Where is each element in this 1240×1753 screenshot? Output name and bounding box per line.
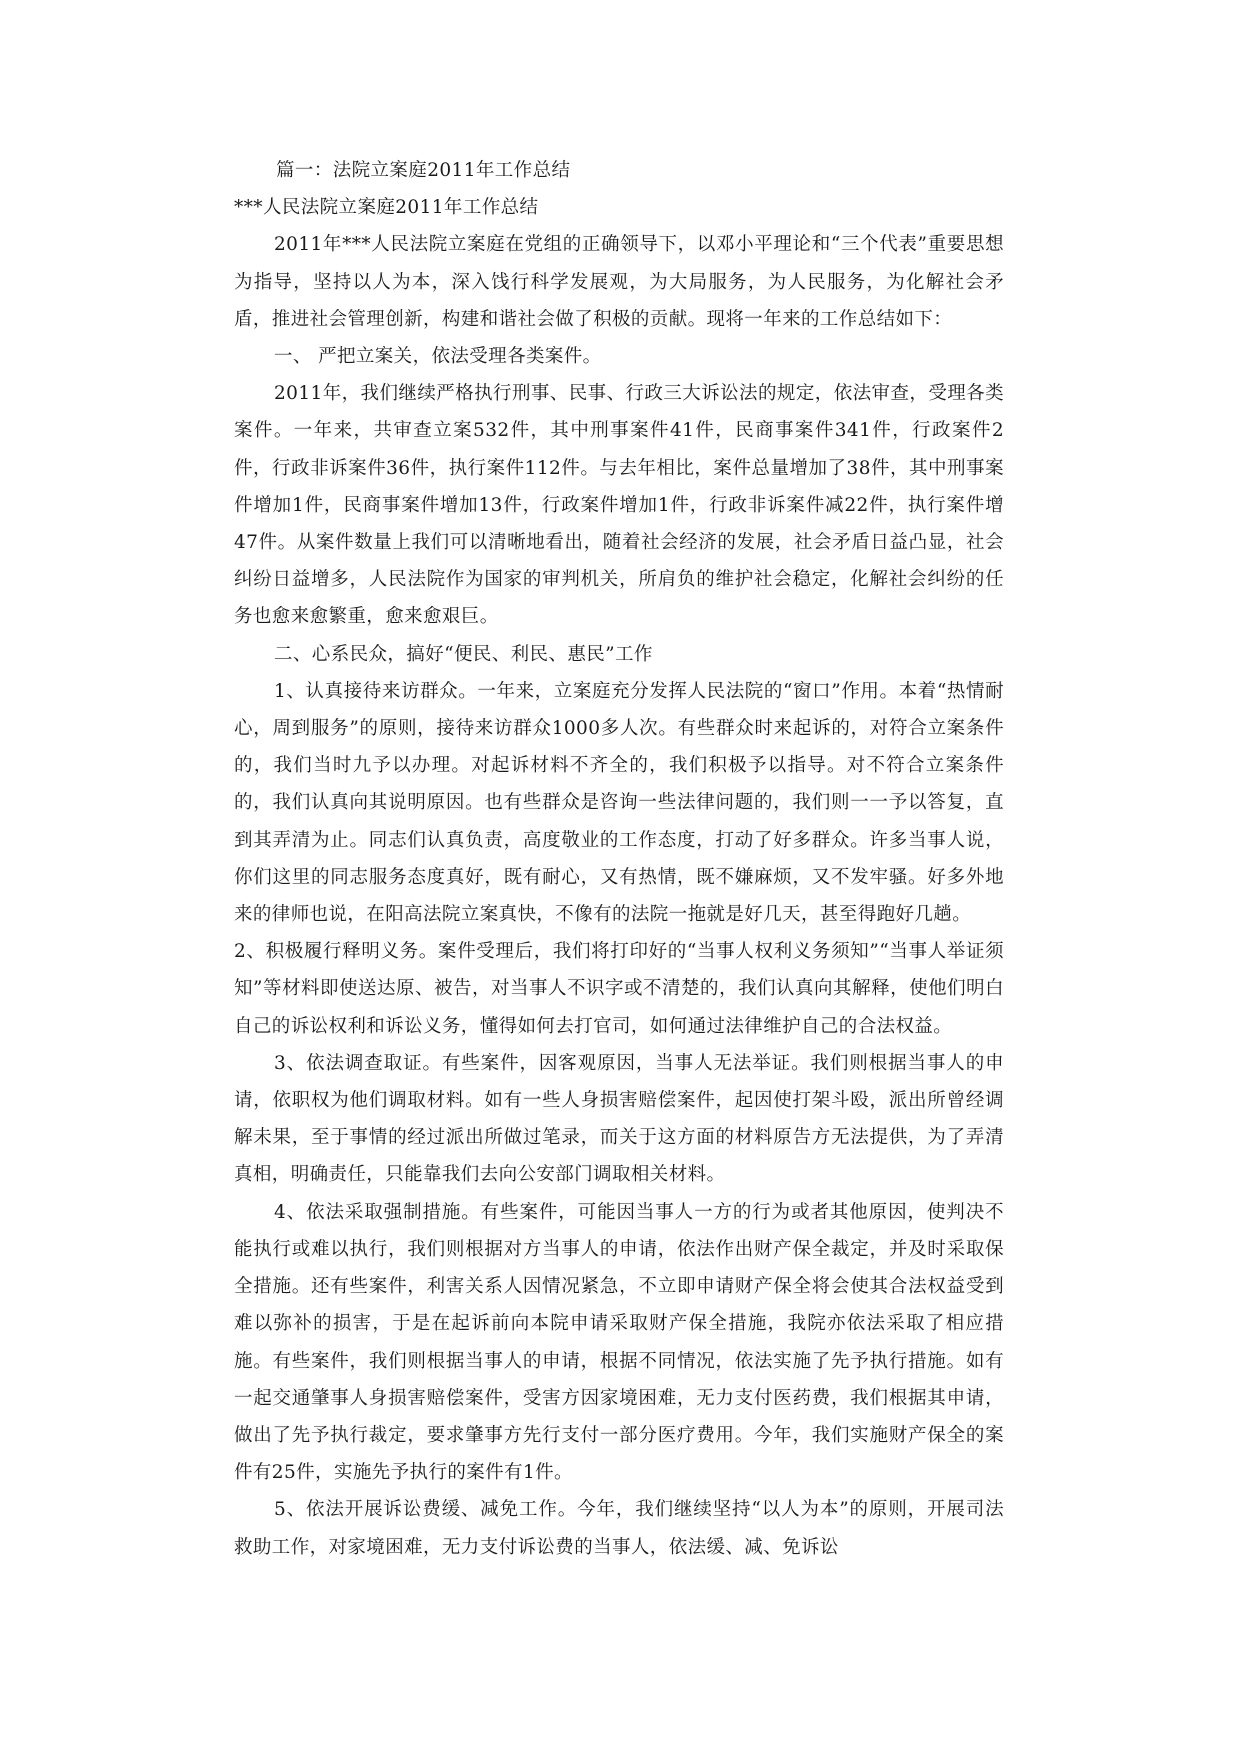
paragraph-item-4: 4、依法采取强制措施。有些案件，可能因当事人一方的行为或者其他原因，使判决不能执行或难以执行，我们则根据对方当事人的申请，依法作出财产保全裁定，并及时采取保全措施。还有些案件，利害关系人因情况紧急，不立即申请财产保全将会使其合法权益受到难以弥补的损害，于是在起诉前向本院申请采取财产保全措施，我院亦依法采取了相应措施。有些案件，我们则根据当事人的申请，根据不同情况，依法实施了先予执行措施。如有一起交通肇事人身损害赔偿案件，受害方因家境困难，无力支付医药费，我们根据其申请，做出了先予执行裁定，要求肇事方先行支付一部分医疗费用。今年，我们实施财产保全的案件有25件，实施先予执行的案件有1件。 xyxy=(234,1201,1004,1484)
paragraph-intro: 2011年***人民法院立案庭在党组的正确领导下，以邓小平理论和“三个代表”重要思想为指导，坚持以人为本，深入饯行科学发展观，为大局服务，为人民服务，为化解社会矛盾，推进社会管理创新，构建和谐社会做了积极的贡献。现将一年来的工作总结如下： xyxy=(234,234,1004,330)
report-title: ***人民法院立案庭2011年工作总结 xyxy=(234,197,539,219)
paragraph-item-5: 5、依法开展诉讼费缓、减免工作。今年，我们继续坚持“以人为本”的原则，开展司法救助工作，对家境困难，无力支付诉讼费的当事人，依法缓、减、免诉讼 xyxy=(234,1499,1004,1558)
chapter-title: 篇一：法院立案庭2011年工作总结 xyxy=(276,160,571,181)
paragraph-item-1: 1、认真接待来访群众。一年来，立案庭充分发挥人民法院的“窗口”作用。本着“热情耐心，周到服务”的原则，接待来访群众1000多人次。有些群众时来起诉的，对符合立案条件的，我们当时九予以办理。对起诉材料不齐全的，我们积极予以指导。对不符合立案条件的，我们认真向其说明原因。也有些群众是咨询一些法律问题的，我们则一一予以答复，直到其弄清为止。同志们认真负责，高度敬业的工作态度，打动了好多群众。许多当事人说，你们这里的同志服务态度真好，既有耐心，又有热情，既不嫌麻烦，又不发牢骚。好多外地来的律师也说，在阳高法院立案真快，不像有的法院一拖就是好几天，甚至得跑好几趟。 xyxy=(234,680,1004,926)
paragraph-item-2: 2、积极履行释明义务。案件受理后，我们将打印好的“当事人权利义务须知”“当事人举证须知”等材料即使送达原、被告，对当事人不识字或不清楚的，我们认真向其解释，使他们明白自己的诉讼权利和诉讼义务，懂得如何去打官司，如何通过法律维护自己的合法权益。 xyxy=(234,941,1004,1037)
paragraph-item-3: 3、依法调查取证。有些案件，因客观原因，当事人无法举证。我们则根据当事人的申请，依职权为他们调取材料。如有一些人身损害赔偿案件，起因使打架斗殴，派出所曾经调解未果，至于事情的经过派出所做过笔录，而关于这方面的材料原告方无法提供，为了弄清真相，明确责任，只能靠我们去向公安部门调取相关材料。 xyxy=(234,1052,1004,1186)
section-heading-2: 二、心系民众，搞好“便民、利民、惠民”工作 xyxy=(274,643,653,665)
section-heading-1: 一、 严把立案关，依法受理各类案件。 xyxy=(274,346,602,368)
document-body xyxy=(234,152,1004,1566)
paragraph-case-statistics: 2011年，我们继续严格执行刑事、民事、行政三大诉讼法的规定，依法审查，受理各类案件。一年来，共审查立案532件，其中刑事案件41件，民商事案件341件，行政案件2件，行政非诉案件36件，执行案件112件。与去年相比，案件总量增加了38件，其中刑事案件增加1件，民商事案件增加13件，行政案件增加1件，行政非诉案件减22件，执行案件增47件。从案件数量上我们可以清晰地看出，随着社会经济的发展，社会矛盾日益凸显，社会纠纷日益增多，人民法院作为国家的审判机关，所肩负的维护社会稳定，化解社会纠纷的任务也愈来愈繁重，愈来愈艰巨。 xyxy=(234,383,1004,628)
